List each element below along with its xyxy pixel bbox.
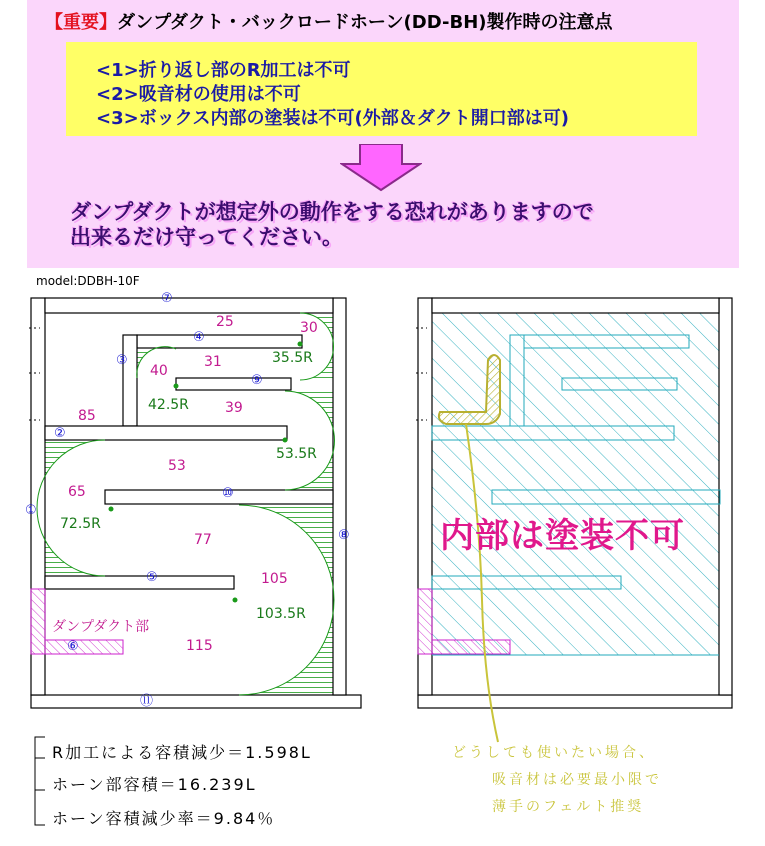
radius-103-5: 103.5R [256,606,306,622]
dim-65: 65 [68,484,86,500]
radius-53-5: 53.5R [276,446,317,462]
dim-115: 115 [186,638,213,654]
marker-8: ⑧ [338,528,350,543]
stat-horn-volume: ホーン部容積＝16.239L [52,775,257,794]
radius-72-5: 72.5R [60,516,101,532]
model-label: model:DDBH-10F [36,274,140,288]
dim-77: 77 [194,532,212,548]
title-text: ダンプダクト・バックロードホーン(DD-BH)製作時の注意点 [117,12,613,33]
marker-6: ⑥ [67,639,79,654]
dim-85: 85 [78,408,96,424]
marker-2: ② [54,426,66,441]
dim-39: 39 [225,400,243,416]
marker-11: ⑪ [140,694,154,709]
felt-note-line-2: 吸音材は必要最小限で [492,772,662,788]
marker-9: ⑨ [251,373,263,388]
important-tag: 【重要】 [45,12,117,33]
dim-53: 53 [168,458,186,474]
marker-5: ⑤ [146,570,158,585]
warning-line-1: ダンプダクトが想定外の動作をする恐れがありますので [70,200,594,224]
dim-30: 30 [300,320,318,336]
radius-42-5: 42.5R [148,397,189,413]
right-box [416,298,732,708]
marker-10: ⑩ [222,486,234,501]
inner-paint-label: 内部は塗装不可 [440,516,685,556]
felt-note [452,740,662,821]
stat-volume-reduction: R加工による容積減少＝1.598L [52,743,312,762]
dump-duct-label: ダンプダクト部 [52,619,150,635]
marker-3: ③ [116,353,128,368]
warning-line-2: 出来るだけ守ってください。 [70,225,343,249]
rule-1: <1>折り返し部のR加工は不可 [96,60,351,81]
dim-25: 25 [216,314,234,330]
marker-7: ⑦ [161,291,173,306]
radius-35-5: 35.5R [272,350,313,366]
stat-brackets [35,737,45,825]
dim-105: 105 [261,571,288,587]
felt-note-line-1: どうしても使いたい場合、 [452,745,656,761]
felt-note-line-3: 薄手のフェルト推奨 [492,799,645,815]
dim-40: 40 [150,363,168,379]
rule-2: <2>吸音材の使用は不可 [96,84,301,105]
rule-3: <3>ボックス内部の塗装は不可(外部＆ダクト開口部は可) [96,108,569,129]
marker-4: ④ [193,330,205,345]
marker-1: ① [25,503,37,518]
dim-31: 31 [204,354,222,370]
stat-reduction-rate: ホーン容積減少率＝9.84％ [52,809,276,828]
